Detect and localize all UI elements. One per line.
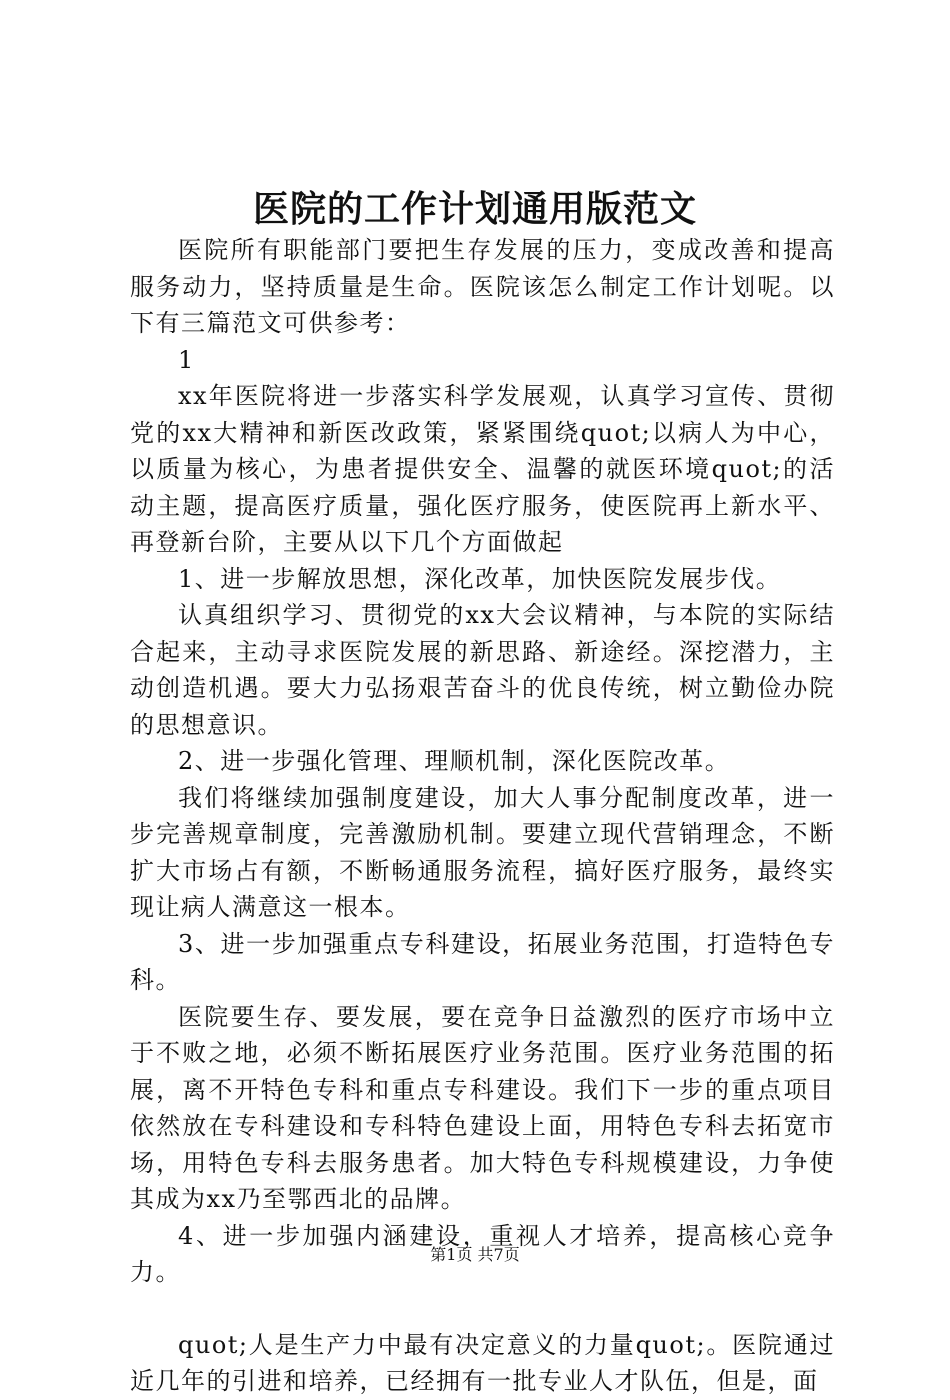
paragraph: quot;人是生产力中最有决定意义的力量quot;。医院通过近几年的引进和培养，已经拥有一批专业人才队伍，但是，面 — [130, 1330, 835, 1395]
paragraph-heading-1: 1、进一步解放思想，深化改革，加快医院发展步伐。 — [178, 564, 782, 593]
paragraph: 认真组织学习、贯彻党的xx大会议精神，与本院的实际结合起来，主动寻求医院发展的新思路、新途经。深挖潜力，主动创造机遇。要大力弘扬艰苦奋斗的优良传统，树立勤俭办院的思想意识。 — [130, 601, 835, 739]
paragraph-heading-2: 2、进一步强化管理、理顺机制，深化医院改革。 — [178, 747, 731, 775]
paragraph: 医院要生存、要发展，要在竞争日益激烈的医疗市场中立于不败之地，必须不断拓展医疗业务范围。医疗业务范围的拓展，离不开特色专科和重点专科建设。我们下一步的重点项目依然放在专科建设和专科特色建设上面，用特色专科去拓宽市场，用特色专科去服务患者。加大特色专科规模建设，力争使其成为xx乃至鄂西北的品牌。 — [130, 1002, 835, 1213]
document-title: 医院的工作计划通用版范文 — [252, 188, 697, 230]
paragraph-heading-4: 4、进一步加强内涵建设，重视人才培养，提高核心竞争力。 — [130, 1221, 835, 1286]
page-footer: 第1页 共7页 — [430, 1245, 520, 1264]
document-body — [130, 232, 835, 1400]
paragraph-heading-3: 3、进一步加强重点专科建设，拓展业务范围，打造特色专科。 — [130, 929, 835, 994]
paragraph: 我们将继续加强制度建设，加大人事分配制度改革，进一步完善规章制度，完善激励机制。要建立现代营销理念，不断扩大市场占有额，不断畅通服务流程，搞好医疗服务，最终实现让病人满意这一根本。 — [130, 783, 835, 921]
paragraph-intro: 医院所有职能部门要把生存发展的压力，变成改善和提高服务动力，坚持质量是生命。医院该怎么制定工作计划呢。以下有三篇范文可供参考： — [130, 236, 835, 337]
paragraph-section-number: 1 — [178, 345, 195, 374]
paragraph: xx年医院将进一步落实科学发展观，认真学习宣传、贯彻党的xx大精神和新医改政策，紧紧围绕quot;以病人为中心，以质量为核心，为患者提供安全、温馨的就医环境quot;的活动主题，提高医疗质量，强化医疗服务，使医院再上新水平、再登新台阶，主要从以下几个方面做起 — [130, 382, 835, 556]
